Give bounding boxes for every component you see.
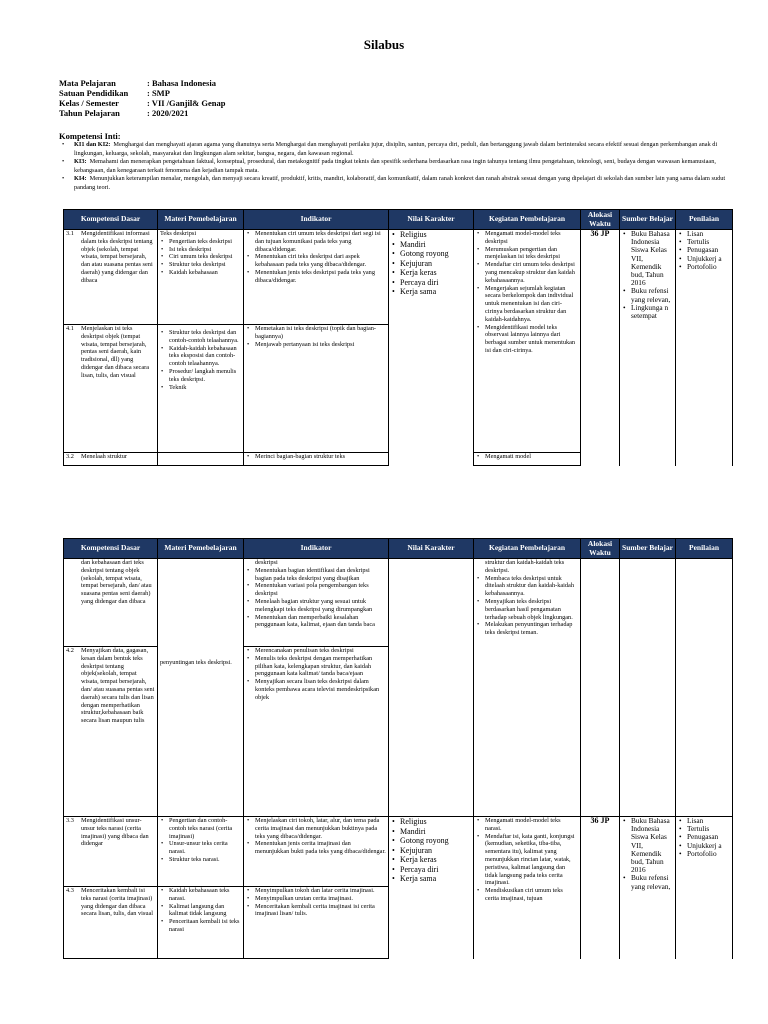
table-header-row (64, 210, 733, 230)
info-value: : SMP (147, 88, 170, 98)
header-kompetensi-dasar: Kompetensi Dasar (64, 539, 158, 559)
info-value: : VII /Ganjil& Genap (147, 98, 226, 108)
list-item: • Isi teks deskripsi (160, 246, 241, 254)
materi-cell (158, 817, 244, 887)
list-item: • Buku refensi yang relevan, (622, 287, 673, 303)
info-value: : Bahasa Indonesia (147, 78, 216, 88)
list-item: • Kejujuran (391, 846, 471, 856)
list-item: • Menjawab pertanyaan isi teks deskripsi (246, 341, 386, 349)
kd-cell (64, 817, 158, 887)
list-item: • Portofolio (678, 850, 730, 858)
list-item: • Teknik (160, 384, 241, 392)
list-item: • Ciri umum teks deskripsi (160, 253, 241, 261)
ki-label: KI3: (74, 158, 87, 166)
list-item: • Menentukan jenis teks deskripsi pada teks yang dibaca/didengar. (246, 269, 386, 285)
materi-cell (158, 559, 244, 817)
kd-number: 3.1 (66, 230, 74, 237)
course-info (59, 78, 225, 118)
list-item: • Penugasan (678, 833, 730, 841)
sumber-cell (620, 817, 676, 959)
nilai-cell (389, 559, 474, 817)
header-penilaian: Penilaian (676, 210, 733, 230)
kompetensi-inti-list (60, 141, 732, 193)
header-kompetensi-dasar: Kompetensi Dasar (64, 210, 158, 230)
list-item: • Tertulis (678, 825, 730, 833)
kd-cell (64, 559, 158, 647)
list-item: • Menyimpulkan urutan cerita imajinasi. (246, 895, 386, 903)
header-materi: Materi Pemebelajaran (158, 210, 244, 230)
header-nilai-karakter: Nilai Karakter (389, 210, 474, 230)
list-item: • Lingkunga n setempat (622, 304, 673, 320)
header-penilaian: Penilaian (676, 539, 733, 559)
materi-cell (158, 887, 244, 959)
list-item: • Portofolio (678, 263, 730, 271)
kd-number: 4.1 (66, 325, 74, 332)
table-header-row (64, 539, 733, 559)
page-title: Silabus (363, 37, 405, 52)
list-item: • Mandiri (391, 240, 471, 250)
list-item: • Gotong royong (391, 249, 471, 259)
list-item: • Religius (391, 230, 471, 240)
kegiatan-cell (474, 559, 581, 817)
list-item: • Penceritaan kembali isi teks narasi (160, 918, 241, 934)
list-item: • Lisan (678, 230, 730, 238)
list-item: • Penugasan (678, 246, 730, 254)
header-indikator: Indikator (244, 210, 389, 230)
info-row (59, 98, 225, 108)
header-sumber-belajar: Sumber Belajar (620, 210, 676, 230)
list-item: • Merencanakan penulisan teks deskripsi (246, 647, 386, 655)
ki-text: Menghargai dan menghayati ajaran agama yang dianutnya serta Menghargai dan menghayati perilaku jujur, disiplin, santun, percaya diri, peduli, dan bertanggung jawab dalam berinteraksi secara efektif sesuai dengan perkembangan anak di lingkungan, keluarga, sekolah, masyarakat dan lingkungan alam sekitar, bangsa, negara, dan kawasan regional. (74, 141, 718, 157)
ki-label: KI4: (74, 175, 87, 183)
list-item: • Gotong royong (391, 836, 471, 846)
info-value: : 2020/2021 (147, 108, 189, 118)
kd-cell (64, 887, 158, 959)
list-item: • Kaidah-kaidah kebahasaan teks eksposisi dan contoh-contoh telaahannya. (160, 345, 241, 368)
header-kegiatan: Kegiatan Pembelajaran (474, 210, 581, 230)
list-item: • Menyajikan secara lisan teks deskripsi dalam konteks pembawa acara televisi mendeskripsikan objek (246, 678, 386, 701)
header-sumber-belajar: Sumber Belajar (620, 539, 676, 559)
kd-number: 3.3 (66, 817, 74, 824)
indikator-cell (244, 817, 389, 887)
list-item: • Memetakan isi teks deskripsi (topik dan bagian-bagiannya) (246, 325, 386, 341)
list-item: • Struktur teks deskripsi dan contoh-contoh telaahannya. (160, 329, 241, 345)
kd-number: 4.3 (66, 887, 74, 894)
list-item: • Mengamati model (476, 453, 578, 461)
materi-heading: Teks deskripsi (160, 230, 197, 237)
kd-text: Menelaah struktur (81, 453, 127, 460)
indikator-cell (244, 325, 389, 453)
list-item: • Buku refensi yang relevan, (622, 874, 673, 890)
header-materi: Materi Pemebelajaran (158, 539, 244, 559)
list-item: • Kalimat langsung dan kalimat tidak langsung (160, 903, 241, 919)
materi-cell (158, 453, 244, 466)
list-item: • Menceritakan kembali cerita imajinasi isi cerita imajinasi lisan/ tulis. (246, 903, 386, 919)
materi-text: penyuntingan teks deskripsi. (160, 659, 232, 666)
list-item: • Pengertian teks deskripsi (160, 238, 241, 246)
ki-text: Memahami dan menerapkan pengetahuan faktual, konseptual, prosedural, dan metakognitif pada tingkat teknis dan spesifik sederhana berdasarkan rasa ingin tahunya tentang ilmu pengetahuan, teknologi, seni, budaya dengan wawasan kemanusiaan, kebangsaan, dan kenegaraan terkait fenomena dan kejadian tampak mata. (74, 158, 716, 174)
kd-cell (64, 325, 158, 453)
info-label: Mata Pelajaran (59, 78, 116, 88)
materi-cell (158, 230, 244, 325)
sumber-cell (620, 559, 676, 817)
list-item: • Menentukan ciri umum teks deskripsi dari segi isi dan tujuan komunikasi pada teks yang dibaca/didengar. (246, 230, 386, 253)
info-label: Satuan Pendidikan (59, 88, 129, 98)
list-item: • Mendaftar isi, kata ganti, konjungsi (kemudian, seketika, tiba-tiba, sementara itu), kalimat yang menunjukkan rincian latar, watak, peristiwa, kalimat langsung dan tidak langsung pada teks cerita imajinasi. (476, 833, 578, 888)
syllabus-table-1 (63, 209, 733, 466)
list-item: • Buku Bahasa Indonesia Siswa Kelas VII, Kemendik bud, Tahun 2016 (622, 230, 673, 287)
list-item: • Menelaah bagian struktur yang sesuai untuk melengkapi teks deskripsi yang dirumpangkan (246, 598, 386, 614)
info-label: Tahun Pelajaran (59, 108, 120, 118)
kd-cell (64, 453, 158, 466)
list-item: • Kerja keras (391, 268, 471, 278)
alokasi-cell (581, 559, 620, 817)
list-item: • Menentukan variasi pola pengembangan teks deskripsi (246, 582, 386, 598)
kd-cell (64, 647, 158, 817)
list-item: • Mendaftar ciri umum teks deskripsi yang mencakup struktur dan kaidah kebahasaannya. (476, 261, 578, 284)
list-item: • Menyajikan teks deskripsi berdasarkan hasil pengamatan terhadap sebuah objek lingkungan. (476, 598, 578, 621)
header-indikator: Indikator (244, 539, 389, 559)
header-nilai-karakter: Nilai Karakter (389, 539, 474, 559)
kompetensi-inti-heading: Kompetensi Inti: (59, 131, 121, 141)
list-item: • Menulis teks deskripsi dengan memperhatikan pilihan kata, kelengkapan struktur, dan kaidah penggunaan kata kalimat/ tanda baca/ejaan (246, 655, 386, 678)
list-item: • Pengertian dan contoh-contoh teks narasi (cerita imajinasi) (160, 817, 241, 840)
nilai-cell (389, 817, 474, 959)
kegiatan-cell (474, 817, 581, 959)
list-item: • Tertulis (678, 238, 730, 246)
kd-number: 3.2 (66, 453, 74, 460)
list-item: • Struktur teks narasi. (160, 856, 241, 864)
list-item: • Kerja sama (391, 287, 471, 297)
list-item: • Religius (391, 817, 471, 827)
list-item: • Unjukkerj a (678, 255, 730, 263)
ki-item (60, 158, 732, 175)
list-item: • Menyimpulkan tokoh dan latar cerita imajinasi. (246, 887, 386, 895)
kd-cell (64, 230, 158, 325)
list-item: • Mendiskusikan ciri umum teks cerita imajinasi, tujuan (476, 887, 578, 903)
kd-number: 4.2 (66, 647, 74, 654)
list-item: • Percaya diri (391, 278, 471, 288)
kd-text: Mengidentifikasi informasi dalam teks deskripsi tentang objek (sekolah, tempat wisata, tempat bersejarah, dan atau suasana pentas seni daerah) yang didengar dan dibaca (81, 230, 153, 284)
info-row (59, 88, 225, 98)
penilaian-cell (676, 817, 733, 959)
list-item: • Menentukan bagian identifikasi dan deskripsi bagian pada teks deskripsi yang disajikan (246, 567, 386, 583)
list-item: • Mengamati model-model teks narasi. (476, 817, 578, 833)
ki-item (60, 175, 732, 192)
alokasi-cell: 36 JP (581, 817, 620, 959)
alokasi-cell: 36 JP (581, 230, 620, 466)
list-item: • Mengerjakan sejumlah kegiatan secara berkelompok dan individual untuk menentukan isi dan ciri-cirinya berdasarkan struktur dan kaidah-kaidahnya. (476, 285, 578, 324)
kd-text: Menjelaskan isi teks deskripsi objek (tempat wisata, tempat bersejarah, pentas seni daerah, kain tradisional, dll) yang didengar dan dibaca secara lisan, tulis, dan visual (81, 325, 150, 379)
materi-cell (158, 325, 244, 453)
indikator-cell (244, 559, 389, 647)
indikator-cell (244, 887, 389, 959)
kd-text: Menceritakan kembali isi teks narasi (cerita imajinasi) yang didengar dan dibaca secara lisan, tulis, dan visual (81, 887, 154, 918)
list-item: • Merinci bagian-bagian struktur teks (246, 453, 386, 461)
list-item: • Menentukan jenis cerita imajinasi dan menunjukkan bukti pada teks yang dibaca/didengar. (246, 840, 386, 856)
kd-text: dan kebahasaan dari teks deskripsi tentang objek (sekolah, tempat wisata, tempat bersejarah, dan/ atau suasana pentas seni daerah) yang didengar dan dibaca (81, 559, 152, 605)
list-item: • Percaya diri (391, 865, 471, 875)
header-alokasi-waktu: Alokasi Waktu (581, 210, 620, 230)
kegiatan-cell (474, 230, 581, 453)
list-item: • Buku Bahasa Indonesia Siswa Kelas VII, Kemendik bud, Tahun 2016 (622, 817, 673, 874)
list-item: • Kerja sama (391, 874, 471, 884)
list-item: • Mengamati model-model teks deskripsi (476, 230, 578, 246)
list-item: • Struktur teks deskripsi (160, 261, 241, 269)
kegiatan-text: struktur dan kaidah-kaidah teks deskripsi. (485, 559, 565, 574)
list-item: • Merumuskan pengertian dan menjelaskan isi teks deskripsi (476, 246, 578, 262)
list-item: • Kerja keras (391, 855, 471, 865)
list-item: • Menentukan dan memperbaiki kesalahan penggunaan kata, kalimat, ejaan dan tanda baca (246, 614, 386, 630)
indikator-text: deskripsi (255, 559, 278, 566)
table-row (64, 230, 733, 325)
syllabus-table-2 (63, 538, 733, 959)
penilaian-cell (676, 559, 733, 817)
ki-label: KI1 dan KI2: (74, 141, 111, 148)
list-item: • Unsur-unsur teks cerita narasi. (160, 840, 241, 856)
table-row (64, 559, 733, 647)
header-alokasi-waktu: Alokasi Waktu (581, 539, 620, 559)
info-row (59, 78, 225, 88)
ki-item (60, 141, 732, 158)
list-item: • Prosedur/ langkah menulis teks deskripsi. (160, 368, 241, 384)
list-item: • Melakukan penyuntingan terhadap teks deskripsi teman. (476, 621, 578, 637)
list-item: • Membaca teks deskripsi untuk ditelaah struktur dan kaidah-kaidah kebahasaannya. (476, 575, 578, 598)
info-row (59, 108, 225, 118)
indikator-cell (244, 647, 389, 817)
list-item: • Lisan (678, 817, 730, 825)
header-kegiatan: Kegiatan Pembelajaran (474, 539, 581, 559)
list-item: • Kaidah kebahasaan (160, 269, 241, 277)
kd-text: Mengidentifikasi unsur-unsur teks narasi (cerita imajinasi) yang dibaca dan didengar (81, 817, 149, 848)
sumber-cell (620, 230, 676, 466)
kd-text: Menyajikan data, gagasan, kesan dalam bentuk teks deskripsi tentang objek(sekolah, tempat wisata, tempat bersejarah, dan/ atau suasana pentas seni daerah) secara tulis dan lisan dengan memperhatikan struktur,kebahasaan baik secara lisan maupun tulis (81, 647, 155, 725)
ki-text: Menunjukkan keterampilan menalar, mengolah, dan menyaji secara kreatif, produktif, kritis, mandiri, kolaboratif, dan komunikatif, dalam ranah konkret dan ranah abstrak sesuai dengan yang dipelajari di sekolah dan sumber lain yang sama dalam sudut pandang teori. (74, 175, 726, 191)
penilaian-cell (676, 230, 733, 466)
list-item: • Unjukkerj a (678, 842, 730, 850)
indikator-cell (244, 230, 389, 325)
list-item: • Menentukan ciri teks deskripsi dari aspek kebahasaan pada teks yang dibaca/didengar. (246, 253, 386, 269)
nilai-cell (389, 230, 474, 466)
kegiatan-cell (474, 453, 581, 466)
list-item: • Mandiri (391, 827, 471, 837)
list-item: • Menjelaskan ciri tokoh, latar, alur, dan tema pada cerita imajinasi dan menunjukkan buktinya pada teks yang dibaca/didengar. (246, 817, 386, 840)
table-row (64, 817, 733, 887)
list-item: • Mengidentifikasi model teks observasi lainnya lainnya dari berbagai sumber untuk menentukan isi dan ciri-cirinya. (476, 324, 578, 355)
indikator-cell (244, 453, 389, 466)
list-item: • Kaidah kebahasaan teks narasi. (160, 887, 241, 903)
list-item: • Kejujuran (391, 259, 471, 269)
info-label: Kelas / Semester (59, 98, 119, 108)
